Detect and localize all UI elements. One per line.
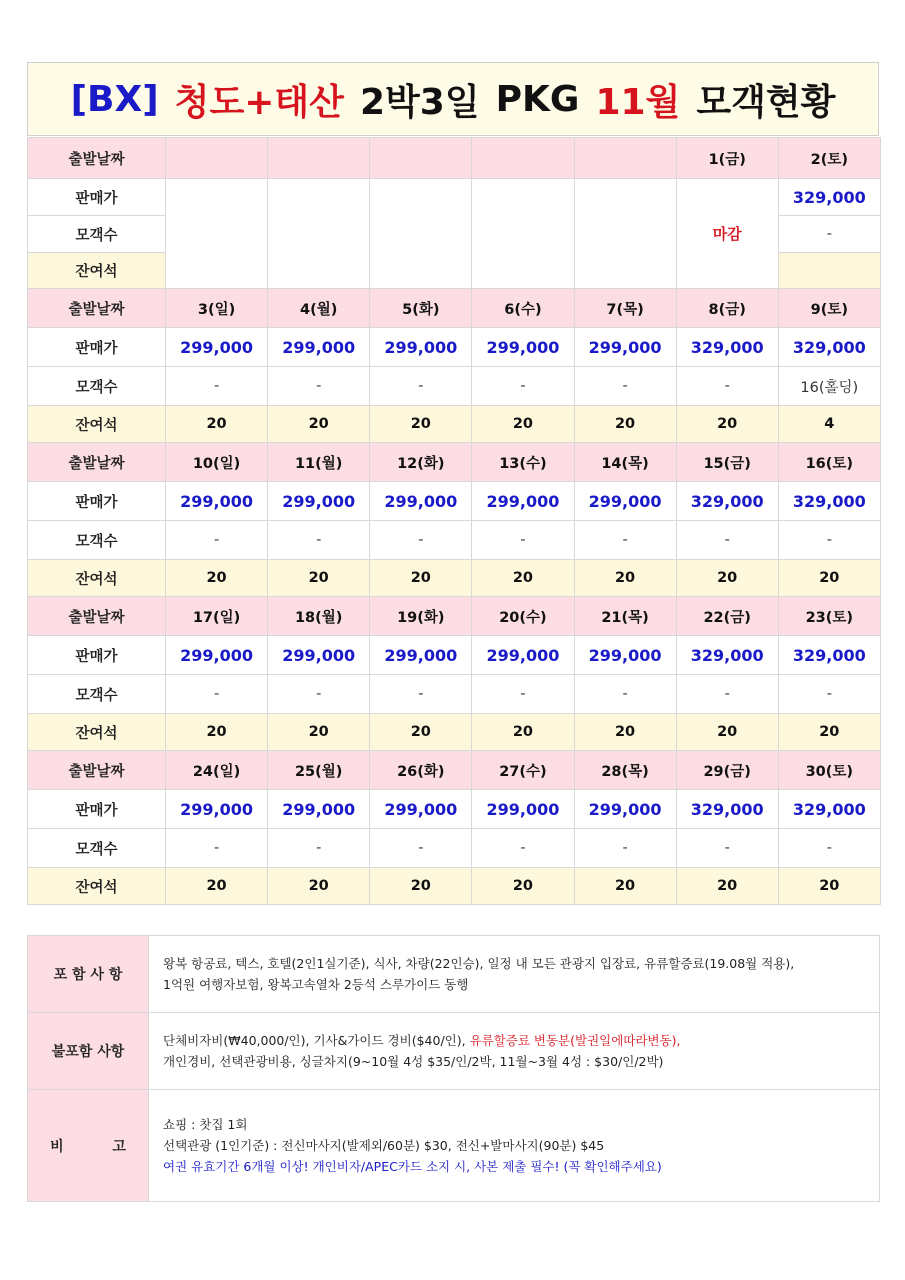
row-label-date: 출발날짜 — [28, 443, 166, 482]
price-cell: 299,000 — [166, 328, 268, 367]
price-cell: 299,000 — [472, 328, 574, 367]
date-cell: 24(일) — [166, 751, 268, 790]
table-row — [28, 328, 881, 367]
seat-cell: 20 — [472, 868, 574, 905]
count-cell: - — [574, 521, 676, 560]
table-row — [28, 675, 881, 714]
schedule-table — [27, 137, 881, 905]
seat-cell: 20 — [676, 714, 778, 751]
seat-cell: 20 — [574, 406, 676, 443]
seat-cell: 20 — [370, 714, 472, 751]
date-cell: 30(토) — [778, 751, 880, 790]
seat-cell: 20 — [574, 868, 676, 905]
row-label-date: 출발날짜 — [28, 289, 166, 328]
table-row — [28, 597, 881, 636]
date-cell — [166, 138, 268, 179]
row-label-date: 출발날짜 — [28, 751, 166, 790]
empty-cell — [472, 179, 574, 289]
passport-notice: 여권 유효기간 6개월 이상! 개인비자/APEC카드 소지 시, 사본 제출 필수! (꼭 확인해주세요) — [163, 1159, 662, 1174]
row-label-count: 모객수 — [28, 675, 166, 714]
row-label-count: 모객수 — [28, 216, 166, 253]
row-label-date: 출발날짜 — [28, 138, 166, 179]
seat-cell: 20 — [370, 406, 472, 443]
date-cell: 1(금) — [676, 138, 778, 179]
price-cell: 329,000 — [778, 482, 880, 521]
count-cell: - — [574, 675, 676, 714]
seat-cell: 20 — [370, 868, 472, 905]
count-cell: - — [268, 829, 370, 868]
count-cell: - — [676, 367, 778, 406]
seat-cell: 20 — [370, 560, 472, 597]
table-row — [28, 367, 881, 406]
count-cell: - — [778, 829, 880, 868]
seat-cell: 20 — [778, 868, 880, 905]
date-cell: 26(화) — [370, 751, 472, 790]
row-label-price: 판매가 — [28, 328, 166, 367]
price-cell: 299,000 — [574, 482, 676, 521]
count-cell: - — [676, 829, 778, 868]
table-row — [28, 443, 881, 482]
excluded-line — [163, 1030, 865, 1051]
date-cell: 10(일) — [166, 443, 268, 482]
row-label-price: 판매가 — [28, 179, 166, 216]
date-cell: 23(토) — [778, 597, 880, 636]
count-cell: - — [166, 521, 268, 560]
count-cell: - — [370, 367, 472, 406]
date-cell: 3(일) — [166, 289, 268, 328]
date-cell: 28(목) — [574, 751, 676, 790]
date-cell: 29(금) — [676, 751, 778, 790]
price-cell: 299,000 — [268, 636, 370, 675]
price-cell: 299,000 — [574, 636, 676, 675]
remark-label: 비 고 — [28, 1090, 149, 1202]
title-duration: 2박3일 — [359, 81, 480, 123]
date-cell: 2(토) — [778, 138, 880, 179]
title-code: [BX] — [70, 78, 159, 120]
price-cell: 299,000 — [268, 790, 370, 829]
count-cell: - — [472, 675, 574, 714]
date-cell: 19(화) — [370, 597, 472, 636]
seat-cell: 20 — [268, 714, 370, 751]
seat-cell: 20 — [268, 560, 370, 597]
price-cell: 329,000 — [676, 636, 778, 675]
row-label-count: 모객수 — [28, 521, 166, 560]
seat-cell: 20 — [676, 868, 778, 905]
date-cell: 16(토) — [778, 443, 880, 482]
empty-cell — [166, 179, 268, 289]
date-cell: 6(수) — [472, 289, 574, 328]
count-cell: - — [166, 367, 268, 406]
price-cell: 299,000 — [574, 328, 676, 367]
table-row — [28, 636, 881, 675]
seat-cell: 20 — [268, 868, 370, 905]
price-cell: 299,000 — [166, 790, 268, 829]
title-pkg: PKG — [495, 78, 580, 120]
info-row-remark — [28, 1090, 880, 1202]
table-row — [28, 751, 881, 790]
price-cell: 329,000 — [676, 328, 778, 367]
seat-cell: 20 — [166, 560, 268, 597]
title-month: 11월 — [595, 81, 681, 123]
date-cell: 9(토) — [778, 289, 880, 328]
price-cell: 299,000 — [472, 790, 574, 829]
remark-line: 선택관광 (1인기준) : 전신마사지(발제외/60분) $30, 전신+발마사지(90분) $45 — [163, 1138, 605, 1153]
title-destination: 청도+태산 — [174, 81, 344, 123]
info-row-included — [28, 936, 880, 1013]
table-row — [28, 138, 881, 179]
info-row-excluded — [28, 1013, 880, 1090]
seat-cell: 20 — [778, 714, 880, 751]
count-cell: - — [472, 367, 574, 406]
price-cell: 299,000 — [166, 636, 268, 675]
title-status: 모객현황 — [696, 81, 836, 123]
excluded-text: 단체비자비(₩40,000/인), 기사&가이드 경비($40/인), — [163, 1033, 470, 1048]
included-line: 1억원 여행자보험, 왕복고속열차 2등석 스루가이드 동행 — [163, 977, 469, 992]
seat-cell: 20 — [676, 560, 778, 597]
empty-cell — [778, 253, 880, 289]
date-cell — [268, 138, 370, 179]
seat-cell: 20 — [676, 406, 778, 443]
count-cell: - — [166, 675, 268, 714]
table-row — [28, 521, 881, 560]
date-cell: 27(수) — [472, 751, 574, 790]
info-table — [27, 935, 880, 1202]
count-cell: - — [370, 521, 472, 560]
price-cell: 299,000 — [370, 790, 472, 829]
date-cell: 5(화) — [370, 289, 472, 328]
count-cell: - — [778, 675, 880, 714]
page-title — [27, 62, 879, 136]
excluded-line: 개인경비, 선택관광비용, 싱글차지(9~10월 4성 $35/인/2박, 11월~3월 4성 : $30/인/2박) — [163, 1054, 664, 1069]
date-cell — [574, 138, 676, 179]
date-cell: 25(월) — [268, 751, 370, 790]
seat-cell: 20 — [778, 560, 880, 597]
price-cell: 299,000 — [370, 636, 472, 675]
fuel-surcharge-note: 유류할증료 변동분(발권일에따라변동), — [469, 1033, 681, 1048]
included-content — [149, 936, 880, 1013]
price-cell: 329,000 — [778, 790, 880, 829]
date-cell — [472, 138, 574, 179]
remark-line: 쇼핑 : 찻집 1회 — [163, 1117, 248, 1132]
empty-cell — [268, 179, 370, 289]
count-cell: - — [676, 521, 778, 560]
count-cell: - — [268, 367, 370, 406]
seat-cell: 20 — [574, 560, 676, 597]
table-row — [28, 289, 881, 328]
row-label-price: 판매가 — [28, 482, 166, 521]
row-label-seat: 잔여석 — [28, 406, 166, 443]
table-row — [28, 560, 881, 597]
date-cell: 11(월) — [268, 443, 370, 482]
date-cell: 21(목) — [574, 597, 676, 636]
date-cell: 14(목) — [574, 443, 676, 482]
table-row — [28, 868, 881, 905]
row-label-price: 판매가 — [28, 636, 166, 675]
included-label: 포 함 사 항 — [28, 936, 149, 1013]
seat-cell: 20 — [574, 714, 676, 751]
excluded-content — [149, 1013, 880, 1090]
table-row — [28, 406, 881, 443]
date-cell: 8(금) — [676, 289, 778, 328]
price-cell: 329,000 — [778, 636, 880, 675]
count-cell: - — [370, 829, 472, 868]
seat-cell: 20 — [472, 714, 574, 751]
count-cell: - — [778, 521, 880, 560]
row-label-seat: 잔여석 — [28, 253, 166, 289]
count-cell: - — [574, 367, 676, 406]
empty-cell — [370, 179, 472, 289]
row-label-date: 출발날짜 — [28, 597, 166, 636]
row-label-seat: 잔여석 — [28, 714, 166, 751]
price-cell: 299,000 — [166, 482, 268, 521]
included-line: 왕복 항공료, 텍스, 호텔(2인1실기준), 식사, 차량(22인승), 일정 내 모든 관광지 입장료, 유류할증료(19.08월 적용), — [163, 956, 795, 971]
count-cell: - — [778, 216, 880, 253]
count-cell: 16(홀딩) — [778, 367, 880, 406]
count-cell: - — [472, 829, 574, 868]
row-label-seat: 잔여석 — [28, 868, 166, 905]
date-cell: 22(금) — [676, 597, 778, 636]
date-cell: 18(월) — [268, 597, 370, 636]
date-cell: 4(월) — [268, 289, 370, 328]
closed-badge: 마감 — [676, 179, 778, 289]
seat-cell: 4 — [778, 406, 880, 443]
table-row — [28, 790, 881, 829]
price-cell: 329,000 — [676, 482, 778, 521]
price-cell: 299,000 — [370, 482, 472, 521]
date-cell: 20(수) — [472, 597, 574, 636]
price-cell: 299,000 — [472, 482, 574, 521]
table-row — [28, 829, 881, 868]
row-label-seat: 잔여석 — [28, 560, 166, 597]
seat-cell: 20 — [166, 868, 268, 905]
date-cell: 15(금) — [676, 443, 778, 482]
table-row — [28, 482, 881, 521]
row-label-price: 판매가 — [28, 790, 166, 829]
price-cell: 329,000 — [778, 328, 880, 367]
price-cell: 299,000 — [370, 328, 472, 367]
date-cell: 12(화) — [370, 443, 472, 482]
price-cell: 299,000 — [268, 482, 370, 521]
table-row — [28, 179, 881, 216]
price-cell: 299,000 — [472, 636, 574, 675]
price-cell: 299,000 — [574, 790, 676, 829]
count-cell: - — [574, 829, 676, 868]
date-cell: 13(수) — [472, 443, 574, 482]
count-cell: - — [268, 521, 370, 560]
excluded-label: 불포함 사항 — [28, 1013, 149, 1090]
price-cell: 329,000 — [676, 790, 778, 829]
price-cell: 299,000 — [268, 328, 370, 367]
date-cell: 17(일) — [166, 597, 268, 636]
count-cell: - — [166, 829, 268, 868]
seat-cell: 20 — [472, 560, 574, 597]
seat-cell: 20 — [166, 406, 268, 443]
seat-cell: 20 — [268, 406, 370, 443]
seat-cell: 20 — [472, 406, 574, 443]
empty-cell — [574, 179, 676, 289]
date-cell: 7(목) — [574, 289, 676, 328]
count-cell: - — [370, 675, 472, 714]
count-cell: - — [676, 675, 778, 714]
remark-content — [149, 1090, 880, 1202]
table-row — [28, 714, 881, 751]
row-label-count: 모객수 — [28, 367, 166, 406]
row-label-count: 모객수 — [28, 829, 166, 868]
count-cell: - — [472, 521, 574, 560]
price-cell: 329,000 — [778, 179, 880, 216]
seat-cell: 20 — [166, 714, 268, 751]
count-cell: - — [268, 675, 370, 714]
date-cell — [370, 138, 472, 179]
